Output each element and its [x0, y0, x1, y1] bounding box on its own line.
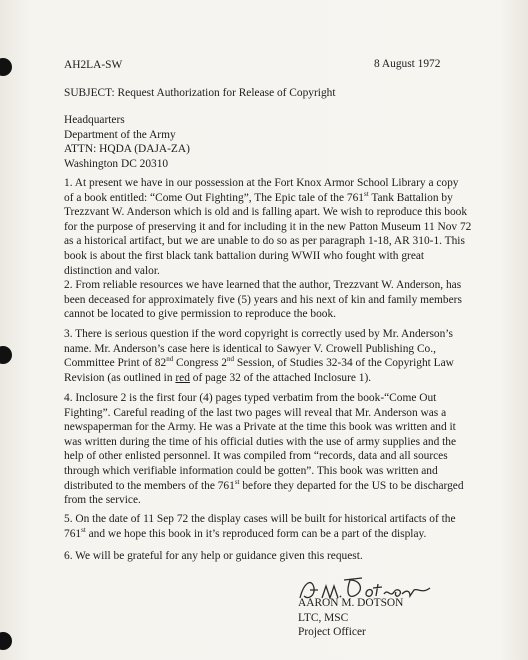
paragraph-line: as a historical artifact, but we are unable to do so as per paragraph 1-18, AR 310-1. This	[64, 235, 465, 248]
paragraph-1	[64, 176, 476, 278]
signature-block	[298, 596, 403, 640]
address-line: Headquarters	[64, 114, 125, 126]
address-line: Department of the Army	[64, 128, 176, 141]
signer-rank: LTC, MSC	[298, 611, 349, 624]
address-line: Washington DC 20310	[64, 157, 169, 170]
paragraph-line: Trezzvant W. Anderson which is old and is falling apart. We wish to reproduce this book	[64, 206, 468, 219]
paragraph-3	[64, 327, 476, 385]
paragraph-line: of a book entitled: “Come Out Fighting”, The Epic tale of the 761st Tank Battalion by	[64, 189, 453, 204]
binder-hole	[0, 58, 12, 76]
paragraph-line: Committee Print of 82nd Congress 2nd Session, of Studies 32-34 of the Copyright Law	[64, 355, 454, 370]
subject-line: SUBJECT: Request Authorization for Release of Copyright	[64, 87, 336, 99]
paragraph-line: was written during the time of his official duties with the use of army supplies and the	[64, 435, 457, 448]
paragraph-line: 5. On the date of 11 Sep 72 the display cases will be built for historical artifacts of the	[64, 513, 456, 525]
paragraph-line: distributed to the members of the 761st before they departed for the US to be discharged	[64, 477, 464, 492]
paragraph-line: from the service.	[64, 494, 141, 507]
signer-title: Project Officer	[298, 626, 366, 639]
letter-date: 8 August 1972	[374, 58, 441, 70]
paragraph-line: for the purpose of preserving it and for including it in the new Patton Museum 11 Nov 72	[64, 220, 472, 233]
paragraph-line: cannot be located to give permission to reproduce the book.	[64, 308, 337, 321]
address-line: ATTN: HQDA (DAJA-ZA)	[64, 143, 190, 156]
binder-hole	[0, 632, 12, 650]
paragraph-line: distinction and valor.	[64, 264, 160, 277]
office-symbol: AH2LA-SW	[64, 59, 123, 71]
paragraph-line: help of other enlisted personnel. It was compiled from “records, data and all sources	[64, 450, 448, 463]
paragraph-line: 1. At present we have in our possession at the Fort Knox Armor School Library a copy	[64, 177, 459, 189]
paragraph-5	[64, 512, 476, 541]
paragraph-line: 2. From reliable resources we have learned that the author, Trezzvant W. Anderson, has	[64, 279, 462, 291]
signer-name: AARON M. DOTSON	[298, 597, 404, 609]
paragraph-6	[64, 549, 476, 564]
paragraph-line: Revision (as outlined in red of page 32 of the attached Inclosure 1).	[64, 371, 372, 384]
paragraph-line: newspaperman for the Army. He was a Private at the time this book was written and it	[64, 421, 456, 434]
binder-hole	[0, 346, 12, 364]
paragraph-line: 761st and we hope this book in it’s reproduced form can be a part of the display.	[64, 525, 427, 540]
paragraph-line: been deceased for approximately five (5) years and his next of kin and family members	[64, 293, 462, 306]
address-block	[64, 113, 476, 171]
paragraph-line: Fighting”. Careful reading of the last two pages will reveal that Mr. Anderson was a	[64, 406, 447, 419]
paragraph-line: book is about the first black tank battalion during WWII who fought with great	[64, 249, 425, 262]
paragraph-line: through which verifiable information could be gotten”. This book was written and	[64, 464, 438, 477]
paragraph-2	[64, 278, 476, 322]
paragraph-line: 3. There is serious question if the word copyright is correctly used by Mr. Anderson’s	[64, 328, 453, 340]
paragraph-line: 4. Inclosure 2 is the first four (4) pages typed verbatim from the book-“Come Out	[64, 392, 437, 404]
paragraph-line: name. Mr. Anderson’s case here is identical to Sawyer V. Crowell Publishing Co.,	[64, 342, 436, 355]
paragraph-line: 6. We will be grateful for any help or guidance given this request.	[64, 550, 363, 562]
paragraph-4	[64, 391, 476, 508]
